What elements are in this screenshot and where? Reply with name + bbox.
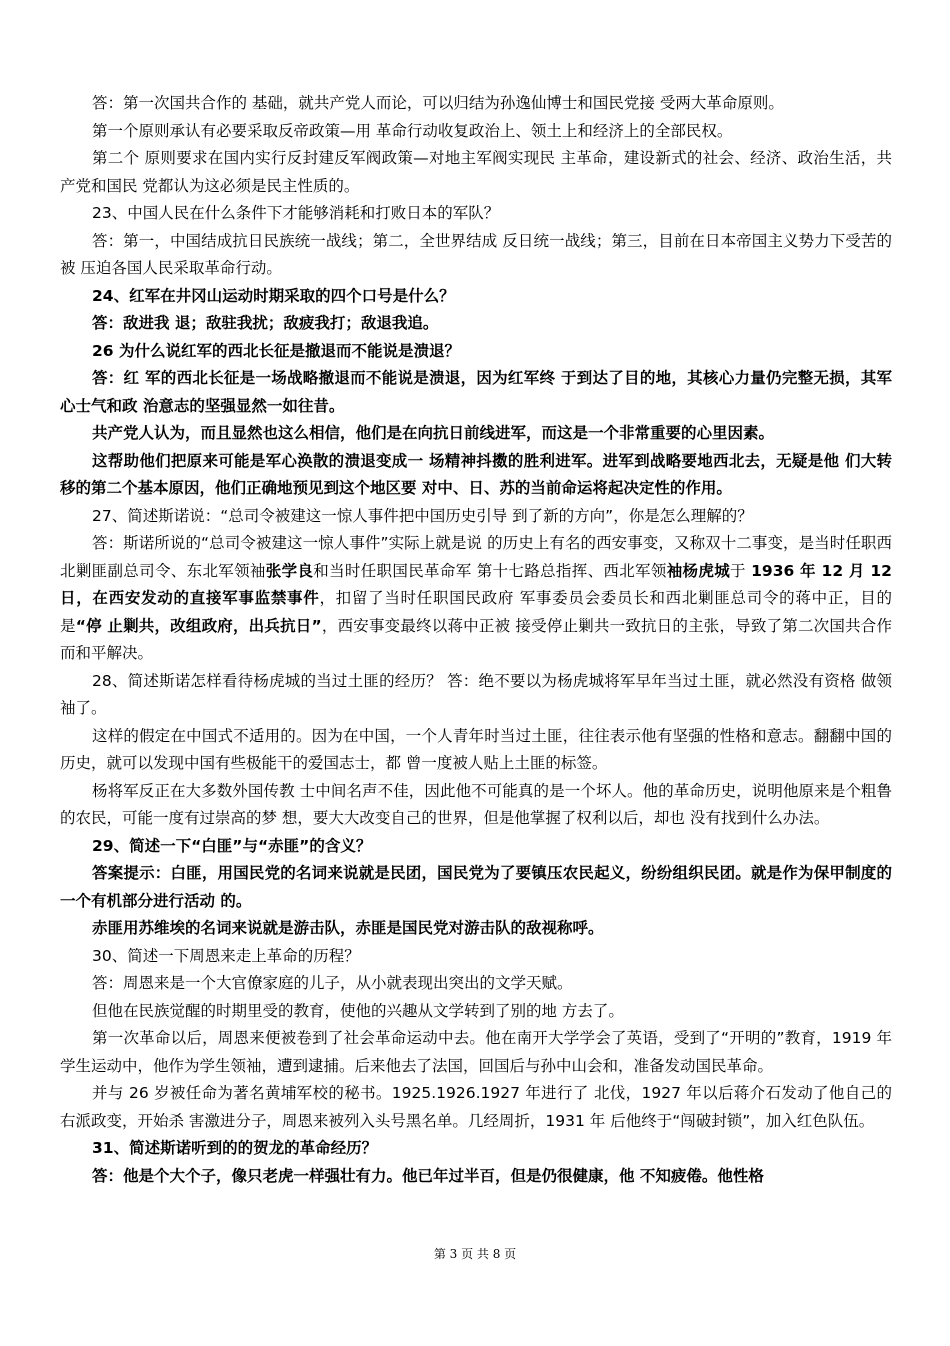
paragraph	[60, 420, 892, 448]
text-run: 答：第一次国共合作的 基础，就共产党人而论，可以归结为孙逸仙博士和国民党接 受两大革命原则。	[92, 94, 784, 112]
paragraph	[60, 1135, 892, 1163]
bold-text-run: 这帮助他们把原来可能是军心涣散的溃退变成一 场精神抖擞的胜利进军。进军到战略要地西北去，无疑是他 们大转移的第二个基本原因，他们正确地预见到这个地区要 对中、日、苏的当前命运将起决定性的作用。	[60, 451, 892, 497]
bold-text-run: 袖杨虎城	[666, 561, 731, 580]
text-run: 28、简述斯诺怎样看待杨虎城的当过土匪的经历？ 答：绝不要以为杨虎城将军早年当过土匪，就必然没有资格 做领袖了。	[60, 671, 892, 717]
text-run: ，西安事变最终以蒋中正被 接受停止剿共一致抗日的主张，导致了第二次国共合作而和平解决。	[60, 616, 892, 662]
bold-text-run: 31、简述斯诺听到的的贺龙的革命经历？	[92, 1139, 378, 1157]
page-footer: 第 3 页 共 8 页	[433, 1247, 517, 1261]
paragraph	[60, 448, 892, 503]
paragraph	[60, 943, 892, 971]
text-run: 23、中国人民在什么条件下才能够消耗和打败日本的军队？	[92, 204, 500, 222]
paragraph	[60, 338, 892, 366]
text-run: 第一个原则承认有必要采取反帝政策—用 革命行动收复政治上、领土上和经济上的全部民权。	[92, 121, 733, 140]
paragraph	[60, 1080, 892, 1135]
text-run: 于	[730, 561, 752, 580]
paragraph	[60, 310, 892, 338]
text-run: 答：周恩来是一个大官僚家庭的儿子，从小就表现出突出的文学天赋。	[92, 974, 573, 992]
bold-text-run: 赤匪用苏维埃的名词来说就是游击队，赤匪是国民党对游击队的敌视称呼。	[92, 919, 604, 937]
paragraph	[60, 833, 892, 861]
paragraph	[60, 1025, 892, 1080]
paragraph	[60, 915, 892, 943]
text-run: 但他在民族觉醒的时期里受的教育，使他的兴趣从文学转到了别的地 方去了。	[92, 1001, 624, 1020]
text-run: 和当时任职国民革命军 第十七路总指挥、西北军领	[313, 561, 667, 580]
text-run: 答：斯诺所说的“总司令被建这一惊人事件”实际上就是说 的历史上有名的西安事变，又称双十二事变，是当时任职西 北剿匪副总司令、东北军领袖	[60, 534, 892, 580]
text-run: 并与 26 岁被任命为著名黄埔军校的秘书。1925.1926.1927 年进行了 北伐，1927 年以后蒋介石发动了他自己的右派政变，开始杀 害激进分子，周恩来被列入头号黑名单。几经周折，1931 年 后他终于“闯破封锁”，加入红色队伍。	[60, 1084, 892, 1130]
bold-text-run: 共产党人认为，而且显然也这么相信，他们是在向抗日前线进军，而这是一个非常重要的心里因素。	[92, 424, 775, 442]
paragraph	[60, 145, 892, 200]
bold-text-run: 答：红 军的西北长征是一场战略撤退而不能说是溃退，因为红军终 于到达了目的地，其核心力量仍完整无损，其军心士气和政 治意志的坚强显然一如往昔。	[60, 369, 892, 415]
text-run: 第一次革命以后，周恩来便被卷到了社会革命运动中去。他在南开大学学会了英语，受到了“开明的”教育，1919 年学生运动中，他作为学生领袖，遭到逮捕。后来他去了法国，回国后与孙中山会和，准备发动国民革命。	[60, 1029, 892, 1075]
paragraph	[60, 860, 892, 915]
paragraph	[60, 283, 892, 311]
paragraph	[60, 778, 892, 833]
bold-text-run: “停 止剿共，改组政府，出兵抗日”	[75, 616, 322, 635]
bold-text-run: 张学良	[265, 561, 314, 580]
bold-text-run: 答：他是个大个子，像只老虎一样强壮有力。他已年过半百，但是仍很健康，他 不知疲倦。他性格	[92, 1166, 764, 1185]
bold-text-run: 答：敌进我 退；敌驻我扰；敌疲我打；敌退我追。	[92, 314, 439, 332]
text-run: 杨将军反正在大多数外国传教 士中间名声不佳，因此他不可能真的是一个坏人。他的革命历史，说明他原来是个粗鲁的农民，可能一度有过崇高的梦 想，要大大改变自己的世界，但是他掌握了权利以后，却也 没有找到什么办法。	[60, 781, 892, 827]
text-run: 答：第一，中国结成抗日民族统一战线；第二，全世界结成 反日统一战线；第三，目前在日本帝国主义势力下受苦的被 压迫各国人民采取革命行动。	[60, 231, 892, 277]
paragraph	[60, 723, 892, 778]
paragraph	[60, 530, 892, 668]
paragraph	[60, 200, 892, 228]
paragraph	[60, 970, 892, 998]
text-run: ，扣留了当时任职国民政府 军事委员会委员长和西北剿匪总司令的蒋中正，目的是	[60, 589, 892, 635]
paragraph	[60, 90, 892, 118]
paragraph	[60, 228, 892, 283]
bold-text-run: 29、简述一下“白匪”与“赤匪”的含义？	[92, 836, 372, 855]
document-body	[60, 90, 892, 1190]
text-run: 第二个 原则要求在国内实行反封建反军阀政策—对地主军阀实现民 主革命，建设新式的社会、经济、政治生活，共产党和国民 党都认为这必须是民主性质的。	[60, 149, 892, 195]
bold-text-run: 1936 年 12 月 12 日，在西安发动的直接军事监禁事件	[60, 561, 892, 607]
paragraph	[60, 1163, 892, 1191]
text-run: 27、简述斯诺说：“总司令被建这一惊人事件把中国历史引导 到了新的方向”，你是怎么理解的？	[92, 506, 753, 525]
text-run: 30、简述一下周恩来走上革命的历程？	[92, 946, 360, 965]
text-run: 这样的假定在中国式不适用的。因为在中国，一个人青年时当过土匪，往往表示他有坚强的性格和意志。翻翻中国的历史，就可以发现中国有些极能干的爱国志士，都 曾一度被人贴上土匪的标签。	[60, 726, 892, 772]
paragraph	[60, 118, 892, 146]
paragraph	[60, 365, 892, 420]
bold-text-run: 24、红军在井冈山运动时期采取的四个口号是什么？	[92, 286, 455, 305]
bold-text-run: 答案提示：白匪，用国民党的名词来说就是民团，国民党为了要镇压农民起义，纷纷组织民团。就是作为保甲制度的一个有机部分进行活动 的。	[60, 864, 892, 910]
paragraph	[60, 503, 892, 531]
bold-text-run: 26 为什么说红军的西北长征是撤退而不能说是溃退？	[92, 341, 460, 360]
paragraph	[60, 668, 892, 723]
paragraph	[60, 998, 892, 1026]
